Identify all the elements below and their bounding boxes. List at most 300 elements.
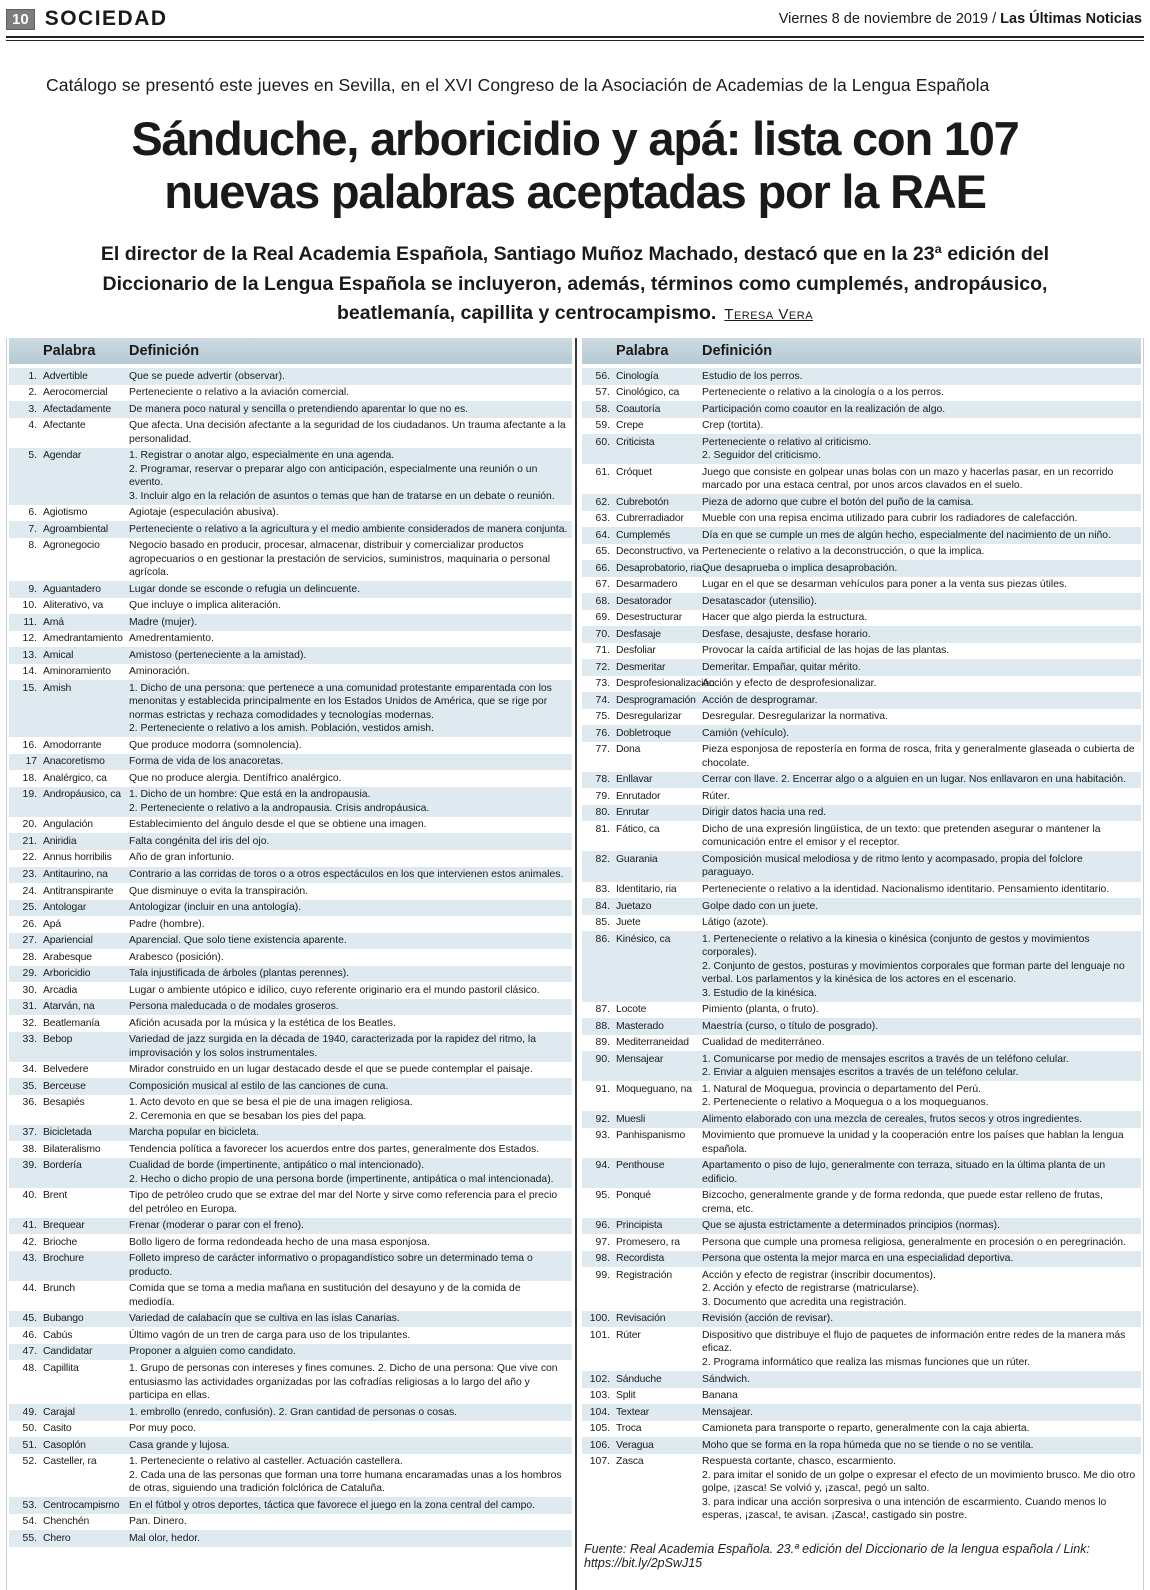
entry-definition (129, 1362, 568, 1403)
entry-word: Brent (43, 1190, 68, 1202)
entry-number: 75. (595, 711, 610, 723)
entry-word: Casteller, ra (43, 1456, 97, 1468)
entry-word: Dobletroque (616, 727, 671, 739)
entry-word: Enllavar (616, 774, 653, 786)
table-row (582, 1051, 1141, 1081)
entry-definition (129, 885, 568, 899)
definition-line: Apartamento o piso de lujo, generalmente con terraza, situado en la última planta de un edificio. (702, 1160, 1106, 1185)
definition-line: 2. Ceremonia en que se besaban los pies del papa. (129, 1110, 367, 1122)
entry-word: Fático, ca (616, 823, 660, 835)
entry-definition (702, 436, 1137, 463)
table-row (9, 631, 572, 648)
entry-definition (702, 806, 1137, 820)
entry-number: 89. (595, 1037, 610, 1049)
table-row (9, 833, 572, 850)
entry-word: Chenchén (43, 1516, 90, 1528)
entry-word: Muesli (616, 1113, 646, 1125)
table-row (9, 1311, 572, 1328)
table-row (582, 1188, 1141, 1218)
entry-definition (129, 1406, 568, 1420)
entry-definition (129, 788, 568, 815)
table-header-right (582, 338, 1141, 364)
definition-line: Perteneciente o relativo a la deconstrucción, o que la implica. (702, 546, 985, 558)
definition-line: Por muy poco. (129, 1423, 196, 1435)
definition-line: Revisión (acción de revisar). (702, 1313, 834, 1325)
table-row (582, 851, 1141, 881)
entry-definition (702, 644, 1137, 658)
table-row (582, 401, 1141, 418)
entry-word: Amá (43, 616, 64, 628)
entry-definition (702, 496, 1137, 510)
entry-word: Principista (616, 1220, 663, 1232)
entry-word: Desfasaje (616, 628, 661, 640)
definition-line: Que no produce alergia. Dentífrico analérgico. (129, 772, 342, 784)
table-row (582, 418, 1141, 435)
header-number-spacer (586, 343, 616, 359)
table-row (582, 593, 1141, 610)
entry-word: Cumplemés (616, 529, 671, 541)
definition-line: Pimiento (planta, o fruto). (702, 1004, 819, 1016)
table-row (9, 1454, 572, 1498)
entry-definition (129, 918, 568, 932)
newspaper-brand: Las Últimas Noticias (1000, 11, 1142, 27)
entry-number: 3. (28, 403, 37, 415)
definition-line: Tendencia política a favorecer los acuerdos entre dos partes, generalmente dos Estados. (129, 1143, 540, 1155)
definition-line: 2. Hecho o dicho propio de una persona borde (impertinente, antipática o mal intencionada). (129, 1173, 554, 1185)
entry-word: Desmeritar (616, 661, 666, 673)
entry-number: 5. (28, 450, 37, 462)
entry-number: 101. (589, 1329, 610, 1341)
definition-line: Camioneta para transporte o reparto, generalmente con la caja abierta. (702, 1423, 1030, 1435)
entry-definition (129, 449, 568, 503)
entry-definition (702, 611, 1137, 625)
entry-definition (702, 1083, 1137, 1110)
table-row (582, 527, 1141, 544)
definition-line: Marcha popular en bicicleta. (129, 1127, 259, 1139)
entry-word: Bicicletada (43, 1127, 92, 1139)
table-header-left (9, 338, 572, 364)
entry-word: Centrocampismo (43, 1499, 120, 1511)
lede (55, 240, 1095, 328)
definition-line: Dispositivo que distribuye el flujo de paquetes de información entre redes de la manera más eficaz. (702, 1329, 1126, 1355)
definition-line: Acción y efecto de desprofesionalizar. (702, 678, 877, 690)
entry-definition (702, 790, 1137, 804)
entry-number: 45. (22, 1313, 37, 1325)
definition-line: Movimiento que promueve la unidad y la cooperación entre los países que hablan la lengua española. (702, 1130, 1124, 1155)
table-row (582, 511, 1141, 528)
lede-text: El director de la Real Academia Española, Santiago Muñoz Machado, destacó que en la 23ª edición del Diccionario de la Lengua Española se incluyeron, además, términos como cumplemés, andropáusico, beatlemanía, capillita y centrocampismo. (100, 243, 1050, 324)
definition-line: Madre (mujer). (129, 616, 198, 628)
table-row (9, 933, 572, 950)
entry-number: 67. (595, 579, 610, 591)
entry-definition (702, 1373, 1137, 1387)
entry-number: 19. (22, 789, 37, 801)
definition-line: 1. embrollo (enredo, confusión). 2. Gran cantidad de personas o cosas. (129, 1406, 458, 1418)
table-row (582, 385, 1141, 402)
source-line: Fuente: Real Academia Española. 23.ª edición del Diccionario de la lengua española / Link: https://bit.ly/2pSwJ15 (584, 1541, 1090, 1570)
table-row (582, 626, 1141, 643)
entry-definition (129, 934, 568, 948)
entry-definition (702, 727, 1137, 741)
entry-word: Deconstructivo, va (616, 546, 699, 558)
entry-definition (129, 1143, 568, 1157)
entry-number: 35. (22, 1080, 37, 1092)
entry-word: Kinésico, ca (616, 933, 671, 945)
entry-word: Bubango (43, 1313, 84, 1325)
entry-number: 59. (595, 420, 610, 432)
entry-number: 36. (22, 1097, 37, 1109)
entry-word: Agendar (43, 450, 82, 462)
entry-word: Recordista (616, 1253, 665, 1265)
entry-definition (129, 539, 568, 580)
definition-line: 2. Cada una de las personas que forman una torre humana encaramadas unas a los hombros de otras, siguiendo una tradición folclórica de Cataluña. (129, 1469, 562, 1495)
definition-line: Moho que se forma en la ropa húmeda que no se tiende o no se ventila. (702, 1439, 1034, 1451)
table-row (9, 737, 572, 754)
table-row (9, 1421, 572, 1438)
definition-line: Afición acusada por la música y la estética de los Beatles. (129, 1017, 396, 1029)
entry-definition (702, 933, 1137, 1001)
entry-definition (129, 1312, 568, 1326)
entry-definition (129, 1096, 568, 1123)
definition-line: De manera poco natural y sencilla o pretendiendo aparentar lo que no es. (129, 403, 469, 415)
definition-line: 1. Comunicarse por medio de mensajes escritos a través de un teléfono celular. (702, 1053, 1069, 1065)
table-row (9, 850, 572, 867)
definition-line: Padre (hombre). (129, 918, 205, 930)
definition-line: 1. Dicho de un hombre: Que está en la andropausia. (129, 789, 371, 801)
entry-word: Locote (616, 1004, 647, 1016)
definition-line: Agiotaje (especulación abusiva). (129, 507, 279, 519)
entry-definition (129, 1033, 568, 1060)
entry-word: Afectante (43, 420, 86, 432)
entry-number: 72. (595, 661, 610, 673)
definition-line: 3. para indicar una acción sorpresiva o una intención de escarmiento. Cuando menos lo esperas, ¡zasca!, te avisan. ¡Zasca!, castigado sin postre. (702, 1496, 1107, 1522)
entry-definition (702, 1053, 1137, 1080)
entry-word: Antologar (43, 902, 87, 914)
definition-line: Folleto impreso de carácter informativo o propagandístico sobre un determinado tema o producto. (129, 1253, 533, 1278)
entry-definition (129, 851, 568, 865)
entry-definition (702, 694, 1137, 708)
definition-line: Aminoración. (129, 666, 190, 678)
entry-word: Dona (616, 744, 641, 756)
section-title: SOCIEDAD (44, 7, 168, 30)
definition-line: Perteneciente o relativo a la identidad. Nacionalismo identitario. Pensamiento identitario. (702, 884, 1110, 895)
entry-number: 79. (595, 790, 610, 802)
definition-line: Año de gran infortunio. (129, 852, 235, 864)
entry-definition (129, 1345, 568, 1359)
definition-line: Que desaprueba o implica desaprobación. (702, 562, 898, 574)
table-row (582, 560, 1141, 577)
entry-word: Carajal (43, 1406, 75, 1418)
definition-line: Que afecta. Una decisión afectante a la seguridad de los ciudadanos. Un trauma afectante a la personalidad. (129, 420, 566, 445)
entry-number: 56. (595, 370, 610, 382)
definition-line: Variedad de jazz surgida en la década de 1940, caracterizada por la rapidez del ritmo, la improvisación y los solos instrumentales. (129, 1034, 537, 1059)
table-row (9, 1234, 572, 1251)
entry-definition (702, 710, 1137, 724)
entry-number: 41. (22, 1220, 37, 1232)
entry-definition (129, 1219, 568, 1233)
entry-word: Aminoramiento (43, 666, 111, 678)
definition-line: Que incluye o implica aliteración. (129, 600, 281, 612)
definition-line: Mueble con una repisa encima utilizado para cubrir los radiadores de calefacción. (702, 513, 1078, 525)
column-header-definicion: Definición (702, 343, 773, 359)
entry-word: Enrutador (616, 790, 661, 802)
entry-number: 63. (595, 513, 610, 525)
definition-line: 2. Perteneciente o relativo a la andropausia. Crisis andropáusica. (129, 802, 430, 814)
entry-definition (702, 512, 1137, 526)
entry-number: 87. (595, 1004, 610, 1016)
entry-number: 16. (22, 739, 37, 751)
masthead (0, 0, 1150, 36)
right-entries-container (582, 368, 1141, 1524)
definition-line: Variedad de calabacín que se cultiva en las islas Canarias. (129, 1313, 400, 1325)
entry-definition (129, 1422, 568, 1436)
table-row (9, 598, 572, 615)
table-row (582, 915, 1141, 932)
table-row (9, 538, 572, 582)
entry-word: Candidatar (43, 1346, 93, 1358)
entry-number: 76. (595, 727, 610, 739)
table-row (582, 931, 1141, 1002)
definition-line: 3. Incluir algo en la relación de asuntos o temas que han de tratarse en un debate o reunión. (129, 490, 555, 502)
table-row (582, 1018, 1141, 1035)
entry-definition (702, 466, 1137, 493)
entry-word: Bilateralismo (43, 1143, 101, 1155)
entry-number: 90. (595, 1053, 610, 1065)
table-row (582, 676, 1141, 693)
entry-word: Criticista (616, 436, 655, 448)
definition-line: Rúter. (702, 790, 730, 802)
definition-line: Desatascador (utensilio). (702, 595, 817, 607)
table-row (582, 1311, 1141, 1328)
entry-number: 33. (22, 1034, 37, 1046)
table-row (582, 692, 1141, 709)
definition-line: 1. Natural de Moquegua, provincia o departamento del Perú. (702, 1083, 981, 1095)
table-row (582, 544, 1141, 561)
entry-word: Juetazo (616, 900, 652, 912)
definition-line: Provocar la caída artificial de las hojas de las plantas. (702, 645, 950, 657)
entry-definition (129, 1000, 568, 1014)
entry-number: 62. (595, 496, 610, 508)
definition-line: Último vagón de un tren de carga para uso de los tripulantes. (129, 1329, 411, 1341)
entry-definition (702, 1422, 1137, 1436)
table-row (9, 418, 572, 448)
table-row (9, 368, 572, 385)
table-row (582, 1421, 1141, 1438)
entry-number: 71. (595, 645, 610, 657)
entry-number: 44. (22, 1283, 37, 1295)
definition-line: Bizcocho, generalmente grande y de forma redonda, que puede estar relleno de frutas, crema, etc. (702, 1190, 1103, 1215)
entry-number: 51. (22, 1439, 37, 1451)
dateline (779, 11, 1142, 27)
definition-line: Casa grande y lujosa. (129, 1439, 230, 1451)
definition-line: Hacer que algo pierda la estructura. (702, 612, 868, 624)
entry-definition (702, 773, 1137, 787)
definition-line: Sándwich. (702, 1373, 750, 1385)
entry-definition (129, 1499, 568, 1513)
definition-line: Forma de vida de los anacoretas. (129, 756, 284, 768)
definition-line: Comida que se toma a media mañana en sustitución del desayuno y de la comida de mediodía. (129, 1283, 521, 1308)
entry-definition (129, 1236, 568, 1250)
entry-number: 86. (595, 933, 610, 945)
table-row (9, 770, 572, 787)
definition-line: Crep (tortita). (702, 420, 764, 432)
definition-line: 3. Estudio de la kinésica. (702, 987, 817, 999)
table-row (9, 1218, 572, 1235)
table-row (9, 1062, 572, 1079)
definition-line: 2. Programa informático que realiza las mismas funciones que un rúter. (702, 1356, 1031, 1368)
entry-number: 69. (595, 612, 610, 624)
entry-number: 92. (595, 1113, 610, 1125)
kicker: Catálogo se presentó este jueves en Sevilla, en el XVI Congreso de la Asociación de Academias de la Lengua Española (46, 74, 990, 95)
table-row (582, 1158, 1141, 1188)
entry-word: Desarmadero (616, 579, 678, 591)
entry-definition (129, 984, 568, 998)
definition-line: Persona que ostenta la mejor marca en una especialidad deportiva. (702, 1253, 1014, 1265)
definition-line: Día en que se cumple un mes de algún hecho, especialmente del nacimiento de un niño. (702, 529, 1111, 541)
definition-line: Lugar o ambiente utópico e idílico, cuyo referente originario era el mundo pastoril clásico. (129, 984, 540, 996)
table-row (9, 1078, 572, 1095)
definition-line: 1. Grupo de personas con intereses y fines comunes. 2. Dicho de una persona: Que vive con entusiasmo las actividades organizadas por las cofradías religiosas a lo largo del año y participa en ellas. (129, 1362, 558, 1402)
definition-line: Participación como coautor en la realización de algo. (702, 403, 946, 415)
definition-line: 2. para imitar el sonido de un golpe o expresar el efecto de un movimiento brusco. Me dio otro golpe, ¡zasca! Se volvió y, ¡zasca!, pegó un salto. (702, 1469, 1136, 1495)
entry-word: Masterado (616, 1020, 664, 1032)
entry-number: 100. (589, 1313, 610, 1325)
entry-definition (129, 1439, 568, 1453)
entry-word: Mediterraneidad (616, 1037, 689, 1049)
entry-definition (702, 1455, 1137, 1523)
table-row (9, 1032, 572, 1062)
table-row (582, 709, 1141, 726)
definition-line: Establecimiento del ángulo desde el que se obtiene una imagen. (129, 819, 427, 831)
entry-word: Revisación (616, 1313, 666, 1325)
entry-word: Textear (616, 1406, 650, 1418)
entry-number: 68. (595, 595, 610, 607)
entry-definition (129, 599, 568, 613)
table-row (9, 581, 572, 598)
entry-word: Desaprobatorio, ria (616, 562, 702, 574)
definition-line: Tala injustificada de árboles (plantas perennes). (129, 968, 350, 980)
table-row (582, 788, 1141, 805)
entry-number: 4. (28, 420, 37, 432)
entry-word: Amedrantamiento (43, 633, 123, 645)
table-row (582, 1454, 1141, 1525)
table-row (9, 614, 572, 631)
table-row (582, 882, 1141, 899)
definition-line: 2. Perteneciente o relativo a Moquegua o a los moqueguanos. (702, 1097, 989, 1109)
entry-definition (702, 743, 1137, 770)
definition-line: Contrario a las corridas de toros o a otros espectáculos en los que intervienen estos animales. (129, 869, 564, 880)
entry-definition (702, 823, 1137, 850)
definition-line: 1. Registrar o anotar algo, especialmente en una agenda. (129, 450, 395, 462)
entry-definition (129, 901, 568, 915)
entry-word: Arcadia (43, 984, 78, 996)
entry-number: 78. (595, 774, 610, 786)
entry-number: 104. (589, 1406, 610, 1418)
definition-line: Maestría (curso, o título de posgrado). (702, 1020, 879, 1032)
definition-line: Pieza de adorno que cubre el botón del puño de la camisa. (702, 496, 974, 508)
entry-definition (129, 386, 568, 400)
table-row (9, 1514, 572, 1531)
entry-definition (129, 523, 568, 537)
entry-definition (129, 632, 568, 646)
entry-number: 17 (25, 756, 37, 768)
entry-number: 84. (595, 900, 610, 912)
entry-word: Angulación (43, 819, 93, 831)
entry-number: 21. (22, 835, 37, 847)
entry-word: Registración (616, 1269, 672, 1281)
table-row (582, 610, 1141, 627)
entry-number: 46. (22, 1329, 37, 1341)
definition-line: Mirador construido en un lugar destacado desde el que se puede contemplar el paisaje. (129, 1064, 533, 1076)
definition-line: Lugar donde se esconde o refugia un delincuente. (129, 583, 361, 595)
entry-number: 65. (595, 546, 610, 558)
definition-line: 2. Conjunto de gestos, posturas y movimientos corporales que forman parte del lenguaje no verbal. Los parlamentos y la kinésica de los actores en el escenario. (702, 960, 1125, 986)
table-row (582, 1234, 1141, 1251)
entry-word: Troca (616, 1423, 642, 1435)
entry-word: Antitranspirante (43, 885, 114, 897)
definition-line: Estudio de los perros. (702, 370, 803, 382)
entry-definition (702, 1219, 1137, 1233)
entry-definition (702, 419, 1137, 433)
definition-line: Perteneciente o relativo a la aviación comercial. (129, 387, 350, 399)
entry-definition (702, 1036, 1137, 1050)
entry-word: Crepe (616, 420, 644, 432)
entry-definition (129, 755, 568, 769)
definition-line: Perteneciente o relativo a la cinología o a los perros. (702, 387, 945, 399)
entry-definition (129, 868, 568, 882)
entry-definition (702, 900, 1137, 914)
entry-definition (129, 1532, 568, 1546)
definition-line: Acción y efecto de registrar (inscribir documentos). (702, 1269, 936, 1281)
entry-number: 57. (595, 387, 610, 399)
table-row (582, 434, 1141, 464)
entry-word: Promesero, ra (616, 1236, 680, 1248)
entry-word: Coautoría (616, 403, 661, 415)
entry-definition (702, 403, 1137, 417)
entry-number: 64. (595, 529, 610, 541)
table-row (9, 448, 572, 505)
definition-line: Persona maleducada o de modales groseros. (129, 1001, 339, 1013)
entry-word: Brochure (43, 1253, 84, 1265)
entry-number: 88. (595, 1020, 610, 1032)
entry-word: Apá (43, 918, 62, 930)
entry-word: Desprogramación (616, 694, 696, 706)
entry-number: 85. (595, 917, 610, 929)
entry-definition (129, 419, 568, 446)
definition-line: Cualidad de mediterráneo. (702, 1037, 825, 1049)
entry-number: 94. (595, 1160, 610, 1172)
definition-line: 1. Acto devoto en que se besa el pie de una imagen religiosa. (129, 1097, 413, 1109)
entry-number: 52. (22, 1456, 37, 1468)
entry-number: 37. (22, 1127, 37, 1139)
entry-word: Agronegocio (43, 540, 100, 552)
entry-definition (702, 1252, 1137, 1266)
entry-word: Zasca (616, 1456, 644, 1468)
entry-word: Arabesque (43, 951, 92, 963)
entry-number: 49. (22, 1406, 37, 1418)
entry-number: 34. (22, 1064, 37, 1076)
definition-line: Respuesta cortante, chasco, escarmiento. (702, 1456, 897, 1468)
entry-definition (129, 1126, 568, 1140)
entry-definition (702, 595, 1137, 609)
entry-definition (702, 1003, 1137, 1017)
entry-number: 31. (22, 1001, 37, 1013)
table-row (582, 1327, 1141, 1371)
definition-line: 2. Acción y efecto de registrarse (matricularse). (702, 1283, 920, 1295)
entry-number: 58. (595, 403, 610, 415)
dateline-date: Viernes 8 de noviembre de 2019 / (778, 11, 1001, 27)
table-row (582, 1371, 1141, 1388)
